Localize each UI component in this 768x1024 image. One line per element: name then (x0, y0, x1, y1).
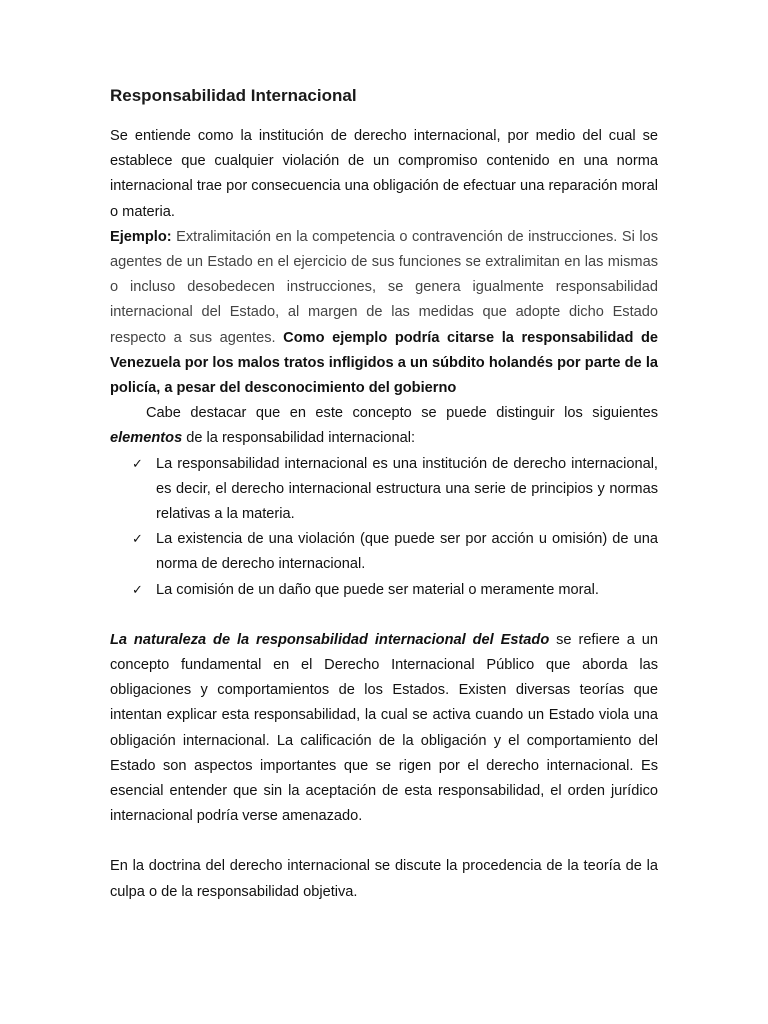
list-item-text: La responsabilidad internacional es una institución de derecho internacional, es decir, el derecho internacional estructura una serie de principios y normas relativas a la materia. (156, 455, 658, 523)
example-label: Ejemplo: (110, 228, 172, 245)
intro-paragraph: Se entiende como la institución de derecho internacional, por medio del cual se establece que cualquier violación de un compromiso contenido en una norma internacional trae por consecuencia una obligación de efectuar una reparación moral o materia. (110, 128, 658, 220)
checkmark-icon: ✓ (132, 532, 143, 548)
list-item-text: La existencia de una violación (que puede ser por acción u omisión) de una norma de derecho internacional. (156, 531, 658, 573)
doctrine-paragraph: En la doctrina del derecho internacional se discute la procedencia de la teoría de la culpa o de la responsabilidad objetiva. (110, 858, 658, 900)
nature-paragraph (110, 628, 658, 830)
elements-list (110, 452, 658, 603)
nature-heading: La naturaleza de la responsabilidad internacional del Estado (110, 631, 550, 648)
list-item (132, 578, 658, 603)
checkmark-icon: ✓ (132, 582, 143, 598)
elements-emphasis: elementos (110, 430, 183, 447)
example-bold-text: Como ejemplo podría citarse la responsabilidad de Venezuela por los malos tratos infligidos a un súbdito holandés por parte de la policía, a pesar del desconocimiento del gobierno (110, 329, 659, 397)
elements-intro-before: Cabe destacar que en este concepto se puede distinguir los siguientes (146, 405, 658, 422)
example-text: Extralimitación en la competencia o contravención de instrucciones. Si los agentes de un Estado en el ejercicio de sus funciones se extralimitan en las mismas o incluso desobedecen instrucciones, se genera igualmente responsabilidad internacional del Estado, al margen de las medidas que adopte dicho Estado respecto a sus agentes. (110, 228, 658, 346)
elements-intro-paragraph (110, 401, 658, 451)
nature-text: se refiere a un concepto fundamental en el Derecho Internacional Público que aborda las obligaciones y comportamientos de los Estados. Existen diversas teorías que intentan explicar esta responsabilidad, la cual se activa cuando un Estado viola una obligación internacional. La calificación de la obligación y el comportamiento del Estado son aspectos importantes que se rigen por el derecho internacional. Es esencial entender que sin la aceptación de esta responsabilidad, el orden jurídico internacional podría verse amenazado. (110, 631, 658, 825)
list-item (132, 527, 658, 577)
page-title: Responsabilidad Internacional (110, 86, 357, 105)
list-item (132, 452, 658, 528)
paragraph-gap (110, 829, 658, 854)
checkmark-icon: ✓ (132, 456, 143, 472)
paragraph-gap (110, 603, 658, 628)
list-item-text: La comisión de un daño que puede ser material o meramente moral. (156, 581, 599, 598)
document-page (110, 84, 658, 905)
example-paragraph (110, 225, 658, 401)
elements-intro-after: de la responsabilidad internacional: (182, 430, 416, 447)
